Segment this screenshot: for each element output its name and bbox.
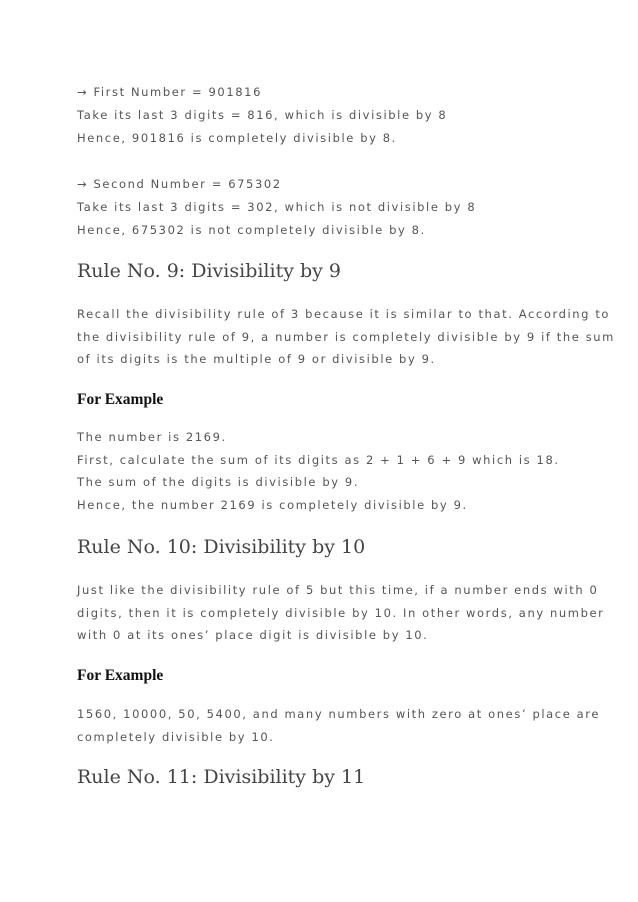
second-number-conclusion-line: Hence, 675302 is not completely divisible by 8. [77,223,426,237]
rule-11-heading: Rule No. 11: Divisibility by 11 [77,766,366,788]
rule-10-paragraph-line: digits, then it is completely divisible by 10. In other words, any number [77,606,605,620]
rule-9-example-line: The sum of the digits is divisible by 9. [77,475,360,489]
rule-9-example-line: Hence, the number 2169 is completely divisible by 9. [77,498,468,512]
rule-10-example-line: completely divisible by 10. [77,730,275,744]
second-number-check-line: Take its last 3 digits = 302, which is not divisible by 8 [77,200,477,214]
rule-10-example-heading: For Example [77,667,164,684]
rule-9-paragraph-line: of its digits is the multiple of 9 or divisible by 9. [77,352,436,366]
first-number-check-line: Take its last 3 digits = 816, which is divisible by 8 [77,108,448,122]
rule-9-paragraph-line: the divisibility rule of 9, a number is completely divisible by 9 if the sum [77,330,615,344]
rule-10-heading: Rule No. 10: Divisibility by 10 [77,536,366,558]
second-number-line: → Second Number = 675302 [77,177,282,191]
rule-10-paragraph-line: Just like the divisibility rule of 5 but this time, if a number ends with 0 [77,583,599,597]
rule-9-heading: Rule No. 9: Divisibility by 9 [77,260,342,282]
rule-9-paragraph-line: Recall the divisibility rule of 3 because it is similar to that. According to [77,307,611,321]
rule-9-example-heading: For Example [77,391,164,408]
rule-9-example-line: First, calculate the sum of its digits as 2 + 1 + 6 + 9 which is 18. [77,453,560,467]
rule-10-paragraph-line: with 0 at its ones’ place digit is divisible by 10. [77,628,429,642]
first-number-line: → First Number = 901816 [77,85,262,99]
rule-9-example-line: The number is 2169. [77,430,227,444]
rule-10-example-line: 1560, 10000, 50, 5400, and many numbers with zero at ones’ place are [77,707,601,721]
first-number-conclusion-line: Hence, 901816 is completely divisible by 8. [77,131,397,145]
